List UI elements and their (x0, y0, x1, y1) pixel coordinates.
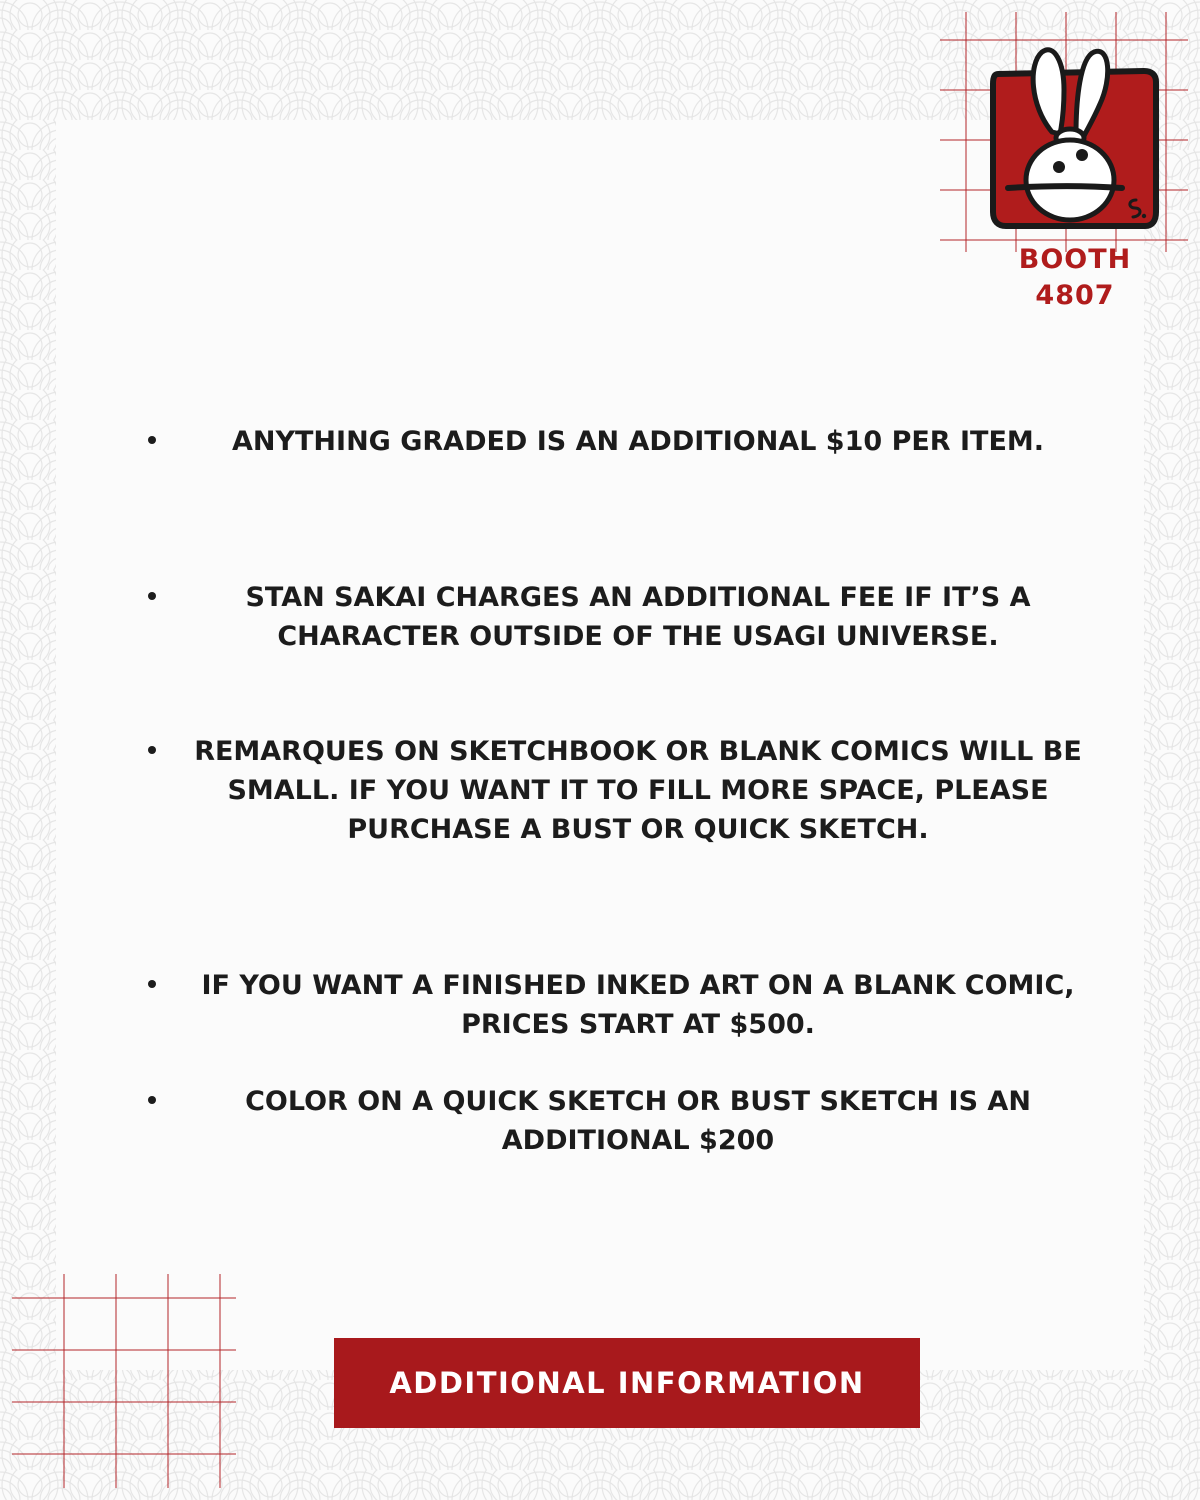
list-item-text: ANYTHING GRADED IS AN ADDITIONAL $10 PER ITEM. (231, 426, 1045, 457)
grid-decoration-bottom-left (12, 1274, 236, 1488)
bullet-dot (148, 1096, 156, 1104)
booth-label: BOOTH (1018, 244, 1132, 275)
list-item (140, 732, 1100, 849)
list-item (140, 966, 1100, 1044)
list-item-text: STAN SAKAI CHARGES AN ADDITIONAL FEE IF IT’S A CHARACTER OUTSIDE OF THE USAGI UNIVERSE. (245, 582, 1031, 652)
bullet-dot (148, 436, 156, 444)
list-item-text: REMARQUES ON SKETCHBOOK OR BLANK COMICS WILL BE SMALL. IF YOU WANT IT TO FILL MORE SPACE, PLEASE PURCHASE A BUST OR QUICK SKETCH. (194, 736, 1082, 845)
list-item-text: IF YOU WANT A FINISHED INKED ART ON A BLANK COMIC, PRICES START AT $500. (201, 970, 1075, 1040)
list-item-text: COLOR ON A QUICK SKETCH OR BUST SKETCH IS AN ADDITIONAL $200 (245, 1086, 1031, 1156)
list-item (140, 1082, 1100, 1160)
usagi-rabbit-logo-icon (990, 40, 1160, 240)
list-item (140, 578, 1100, 656)
booth-number (990, 242, 1160, 314)
bullet-dot (148, 746, 156, 754)
bullet-dot (148, 592, 156, 600)
booth-number-value: 4807 (1035, 280, 1115, 311)
banner-label: ADDITIONAL INFORMATION (389, 1366, 865, 1400)
bullet-dot (148, 980, 156, 988)
list-item (140, 422, 1100, 461)
additional-information-banner (334, 1338, 920, 1428)
